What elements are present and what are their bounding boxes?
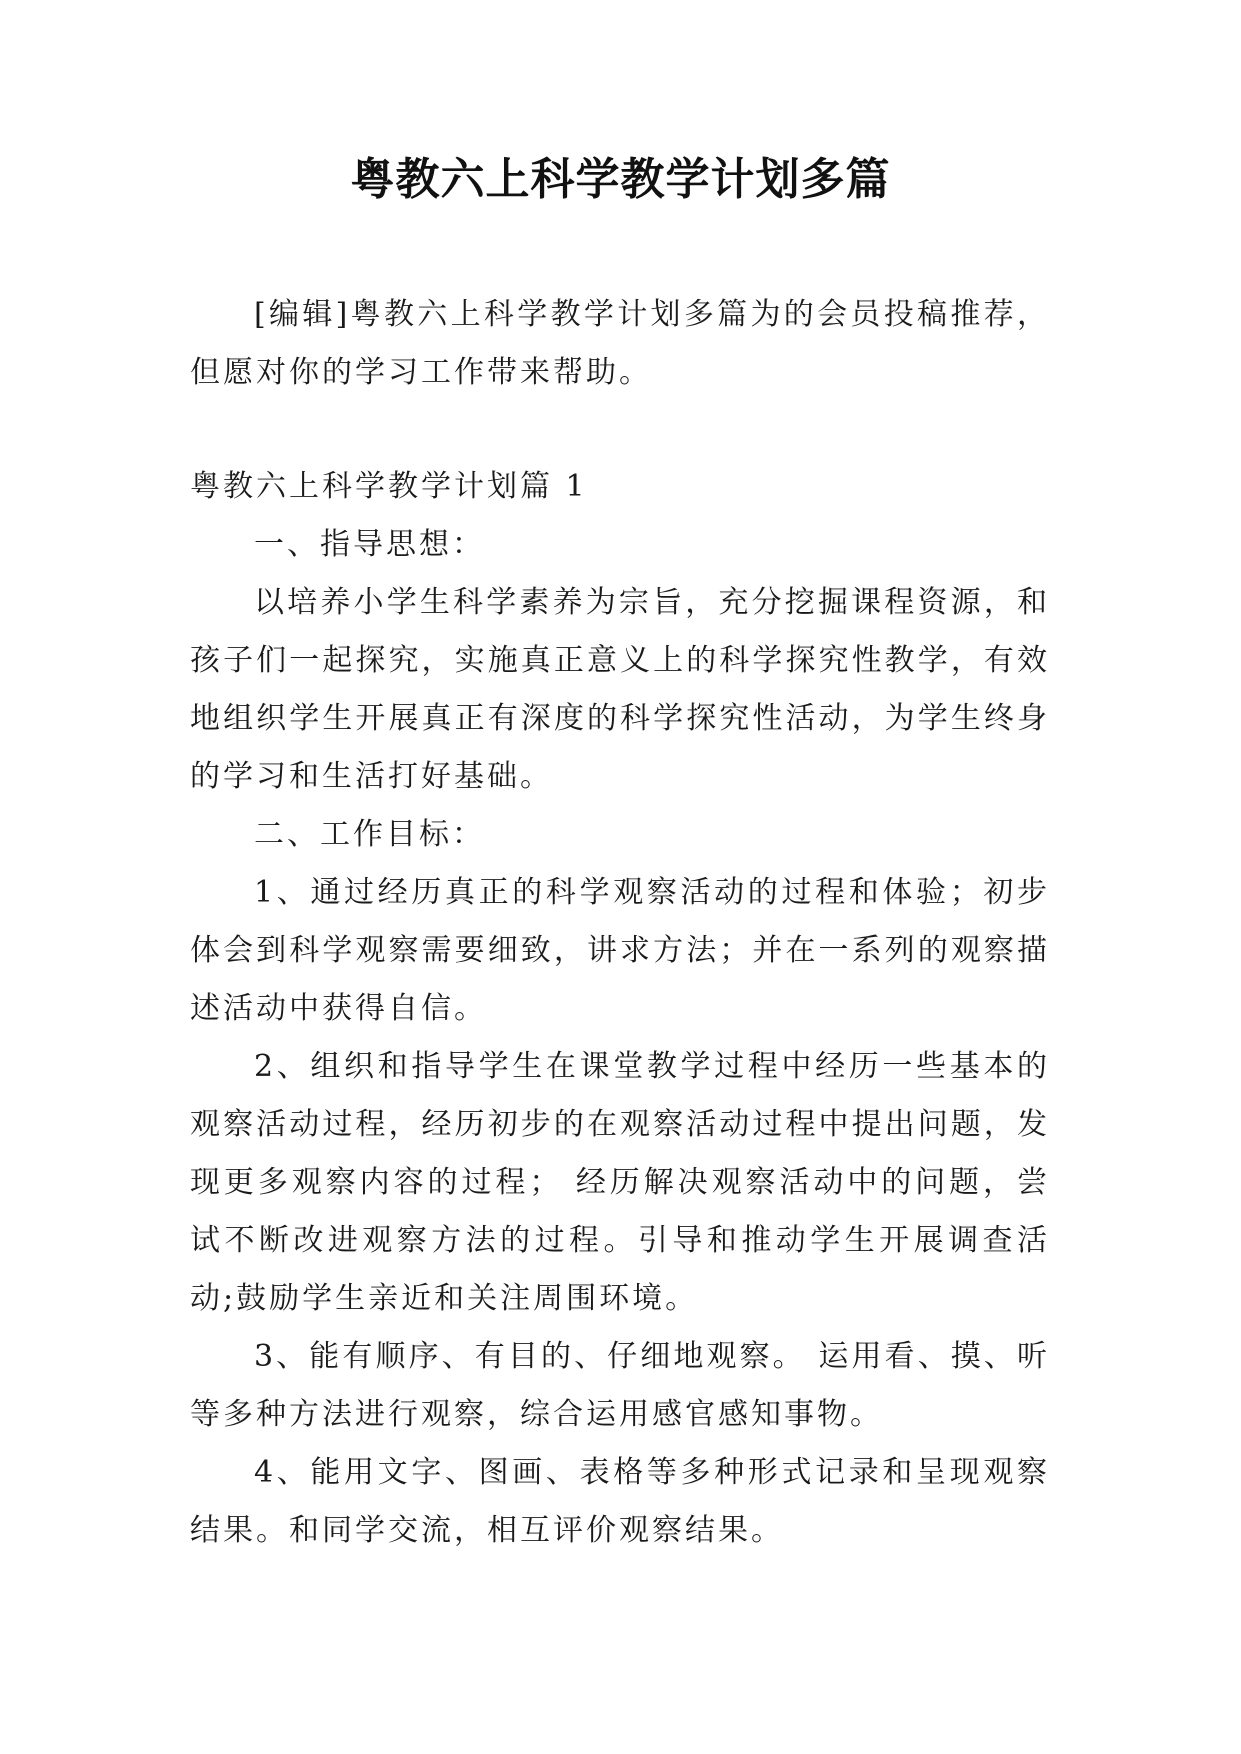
paragraph-goal-4: 4、能用文字、图画、表格等多种形式记录和呈现观察结果。和同学交流，相互评价观察结果。 [190, 1455, 1050, 1548]
intro-block [190, 286, 1050, 402]
paragraph-guiding-text: 以培养小学生科学素养为宗旨，充分挖掘课程资源，和孩子们一起探究，实施真正意义上的科学探究性教学，有效地组织学生开展真正有深度的科学探究性活动，为学生终身的学习和生活打好基础。 [190, 585, 1050, 794]
document-title: 粤教六上科学教学计划多篇 [350, 154, 891, 205]
paragraph-goals-heading: 二、工作目标： [254, 817, 485, 852]
paragraph-goal-2: 2、组织和指导学生在课堂教学过程中经历一些基本的观察活动过程，经历初步的在观察活动过程中提出问题，发现更多观察内容的过程； 经历解决观察活动中的问题，尝试不断改进观察方法的过程。引导和推动学生开展调查活动;鼓励学生亲近和关注周围环境。 [190, 1049, 1050, 1316]
intro-paragraph: [编辑]粤教六上科学教学计划多篇为的会员投稿推荐，但愿对你的学习工作带来帮助。 [190, 297, 1050, 390]
section-body [190, 458, 1050, 1560]
paragraph-goal-3: 3、能有顺序、有目的、仔细地观察。 运用看、摸、听等多种方法进行观察，综合运用感官感知事物。 [190, 1339, 1050, 1432]
section-title: 粤教六上科学教学计划篇 1 [190, 469, 588, 504]
paragraph-goal-1: 1、通过经历真正的科学观察活动的过程和体验；初步体会到科学观察需要细致，讲求方法；并在一系列的观察描述活动中获得自信。 [190, 875, 1050, 1026]
paragraph-guiding-heading: 一、指导思想： [254, 527, 485, 562]
